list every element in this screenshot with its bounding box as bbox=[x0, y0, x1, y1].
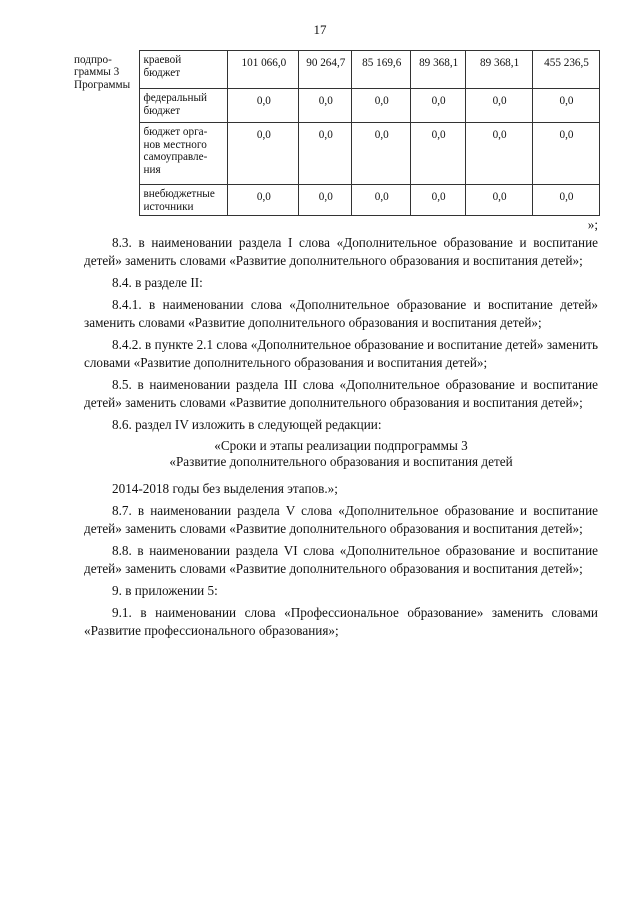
funding-source-cell bbox=[140, 123, 228, 185]
amount-cell: 0,0 bbox=[466, 123, 533, 185]
amount-cell: 0,0 bbox=[228, 89, 299, 123]
table-row bbox=[73, 123, 600, 185]
body-text bbox=[84, 234, 598, 644]
paragraph-9-1: 9.1. в наименовании слова «Профессиональное образование» заменить словами «Развитие профессионального образования»; bbox=[84, 605, 598, 638]
row-label-line: подпро- bbox=[74, 53, 112, 66]
funding-source-line: бюджет bbox=[143, 104, 181, 117]
amount-cell: 455 236,5 bbox=[533, 51, 600, 89]
funding-source-line: самоуправле- bbox=[143, 151, 208, 164]
amount-cell: 0,0 bbox=[466, 185, 533, 216]
row-label-line: Программы bbox=[74, 78, 131, 91]
paragraph-8-6: 8.6. раздел IV изложить в следующей редакции: bbox=[112, 417, 382, 432]
funding-source-line: федеральный bbox=[143, 92, 208, 104]
funding-source-line: бюджет орга- bbox=[143, 126, 208, 138]
section-heading-line-2: «Развитие дополнительного образования и воспитания детей bbox=[169, 454, 513, 469]
funding-source-cell bbox=[140, 51, 228, 89]
funding-source-line: источники bbox=[143, 200, 194, 213]
section-heading bbox=[84, 438, 598, 470]
funding-table bbox=[73, 50, 600, 216]
funding-source-line: краевой bbox=[143, 54, 182, 66]
funding-source-line: ния bbox=[143, 163, 161, 176]
amount-cell: 85 169,6 bbox=[352, 51, 411, 89]
paragraph-terms: 2014-2018 годы без выделения этапов.»; bbox=[112, 481, 338, 496]
amount-cell: 0,0 bbox=[228, 123, 299, 185]
amount-cell: 0,0 bbox=[533, 123, 600, 185]
amount-cell: 0,0 bbox=[411, 89, 466, 123]
funding-source-cell bbox=[140, 185, 228, 216]
amount-cell: 0,0 bbox=[466, 89, 533, 123]
paragraph-8-5: 8.5. в наименовании раздела III слова «Дополнительное образование и воспитание детей» заменить словами «Развитие дополнительного образования и воспитания детей»; bbox=[84, 377, 598, 410]
amount-cell: 89 368,1 bbox=[466, 51, 533, 89]
row-label-line: граммы 3 bbox=[74, 66, 120, 79]
funding-source-line: нов местного bbox=[143, 138, 207, 151]
amount-cell: 0,0 bbox=[533, 89, 600, 123]
table-row bbox=[73, 89, 600, 123]
amount-cell: 0,0 bbox=[299, 123, 352, 185]
amount-cell: 0,0 bbox=[533, 185, 600, 216]
amount-cell: 0,0 bbox=[299, 89, 352, 123]
amount-cell: 89 368,1 bbox=[411, 51, 466, 89]
closing-quote: »; bbox=[587, 217, 598, 232]
paragraph-8-4-1: 8.4.1. в наименовании слова «Дополнительное образование и воспитание детей» заменить словами «Развитие дополнительного образования и воспитания детей»; bbox=[84, 297, 598, 330]
paragraph-8-7: 8.7. в наименовании раздела V слова «Дополнительное образование и воспитание детей» заменить словами «Развитие дополнительного образования и воспитания детей»; bbox=[84, 503, 598, 536]
amount-cell: 0,0 bbox=[228, 185, 299, 216]
paragraph-8-3: 8.3. в наименовании раздела I слова «Дополнительное образование и воспитание детей» заменить словами «Развитие дополнительного образования и воспитания детей»; bbox=[84, 235, 598, 268]
row-label-cell bbox=[73, 51, 140, 216]
amount-cell: 0,0 bbox=[352, 123, 411, 185]
paragraph-8-4-2: 8.4.2. в пункте 2.1 слова «Дополнительное образование и воспитание детей» заменить словами «Развитие дополнительного образования и воспитания детей»; bbox=[84, 337, 598, 370]
table-row bbox=[73, 185, 600, 216]
funding-source-line: внебюджетные bbox=[143, 188, 215, 200]
section-heading-line-1: «Сроки и этапы реализации подпрограммы 3 bbox=[214, 438, 468, 453]
funding-source-cell bbox=[140, 89, 228, 123]
funding-source-line: бюджет bbox=[143, 66, 181, 79]
amount-cell: 101 066,0 bbox=[228, 51, 299, 89]
amount-cell: 0,0 bbox=[299, 185, 352, 216]
amount-cell: 0,0 bbox=[411, 123, 466, 185]
page-number: 17 bbox=[313, 22, 327, 37]
amount-cell: 0,0 bbox=[411, 185, 466, 216]
amount-cell: 0,0 bbox=[352, 89, 411, 123]
paragraph-8-8: 8.8. в наименовании раздела VI слова «Дополнительное образование и воспитание детей» заменить словами «Развитие дополнительного образования и воспитания детей»; bbox=[84, 543, 598, 576]
paragraph-8-4: 8.4. в разделе II: bbox=[112, 275, 203, 290]
amount-cell: 0,0 bbox=[352, 185, 411, 216]
paragraph-9: 9. в приложении 5: bbox=[112, 583, 218, 598]
table-row bbox=[73, 51, 600, 89]
amount-cell: 90 264,7 bbox=[299, 51, 352, 89]
